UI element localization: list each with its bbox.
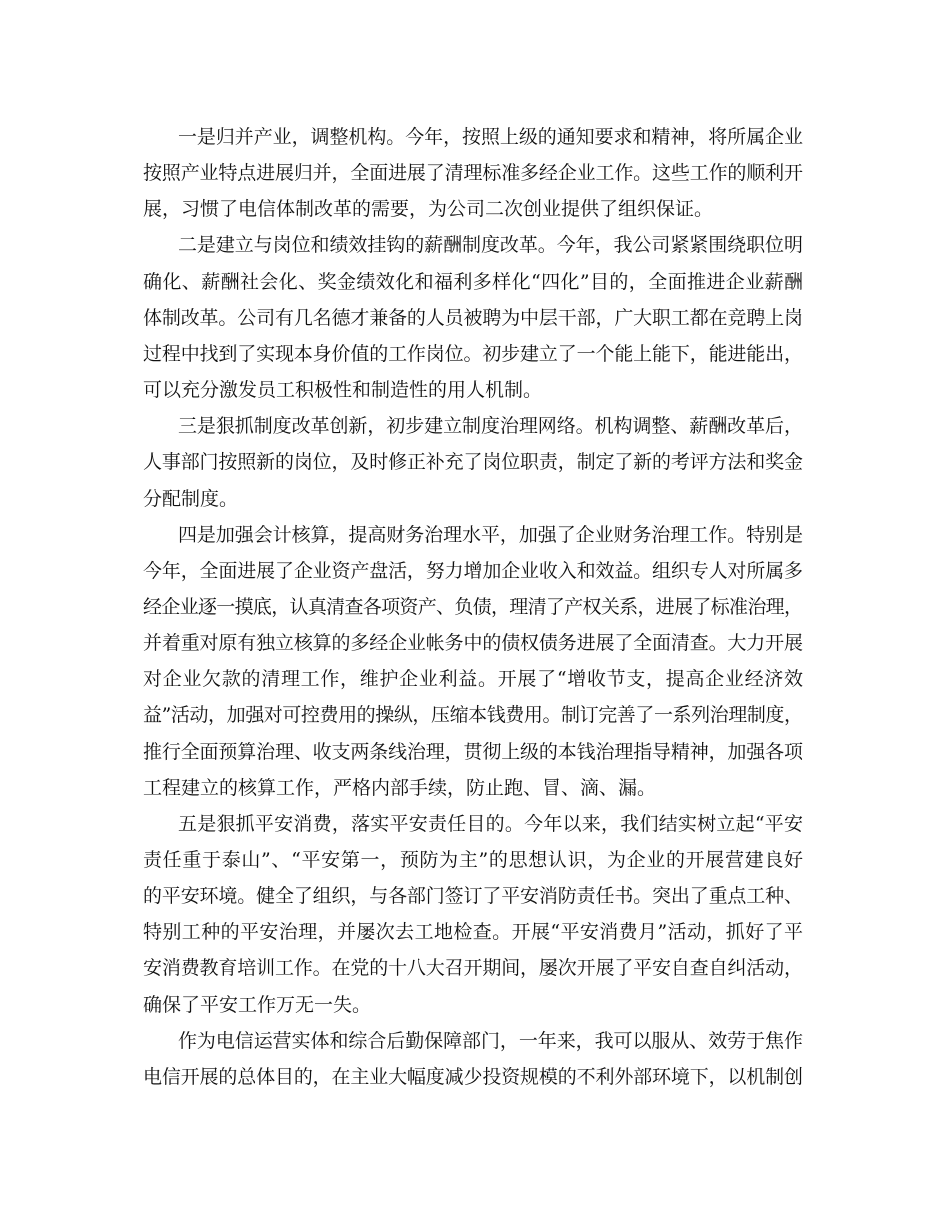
paragraph-1-line-2: 按照产业特点进展归并，全面进展了清理标准多经企业工作。这些工作的顺利开 xyxy=(143,162,803,185)
paragraph-4-line-2: 今年，全面进展了企业资产盘活，努力增加企业收入和效益。组织专人对所属多 xyxy=(143,559,803,582)
paragraph-1-line-3: 展，习惯了电信体制改革的需要，为公司二次创业提供了组织保证。 xyxy=(143,198,714,221)
paragraph-4-line-4: 并着重对原有独立核算的多经企业帐务中的债权债务进展了全面清查。大力开展 xyxy=(143,632,803,655)
paragraph-5-line-4: 特别工种的平安治理，并屡次去工地检查。开展“平安消费月”活动，抓好了平 xyxy=(143,921,804,944)
paragraph-4-line-1: 四是加强会计核算，提高财务治理水平，加强了企业财务治理工作。特别是 xyxy=(178,523,803,546)
paragraph-5-line-2: 责任重于泰山”、“平安第一，预防为主”的思想认识，为企业的开展营建良好 xyxy=(143,849,804,871)
paragraph-5-line-5: 安消费教育培训工作。在党的十八大召开期间，屡次开展了平安自查自纠活动， xyxy=(143,957,803,980)
paragraph-3-line-2: 人事部门按照新的岗位，及时修正补充了岗位职责，制定了新的考评方法和奖金 xyxy=(143,451,803,474)
paragraph-6-line-1: 作为电信运营实体和综合后勤保障部门，一年来，我可以服从、效劳于焦作 xyxy=(178,1029,803,1052)
paragraph-3-line-3: 分配制度。 xyxy=(143,487,239,510)
paragraph-1-line-1: 一是归并产业，调整机构。今年，按照上级的通知要求和精神，将所属企业 xyxy=(178,126,803,148)
paragraph-2-line-3: 体制改革。公司有几名德才兼备的人员被聘为中层干部，广大职工都在竞聘上岗 xyxy=(143,306,803,329)
paragraph-4-line-3: 经企业逐一摸底，认真清查各项资产、负债，理清了产权关系，进展了标准治理， xyxy=(143,595,803,618)
paragraph-4-line-7: 推行全面预算治理、收支两条线治理，贯彻上级的本钱治理指导精神，加强各项 xyxy=(143,740,803,763)
paragraph-2-line-4: 过程中找到了实现本身价值的工作岗位。初步建立了一个能上能下，能进能出， xyxy=(143,342,803,365)
paragraph-4-line-8: 工程建立的核算工作，严格内部手续，防止跑、冒、滴、漏。 xyxy=(143,776,657,799)
paragraph-5-line-1: 五是狠抓平安消费，落实平安责任目的。今年以来，我们结实树立起“平安 xyxy=(178,812,804,835)
paragraph-2-line-2: 确化、薪酬社会化、奖金绩效化和福利多样化“四化”目的，全面推进企业薪酬 xyxy=(143,270,804,293)
paragraph-5-line-3: 的平安环境。健全了组织，与各部门签订了平安消防责任书。突出了重点工种、 xyxy=(143,885,803,908)
paragraph-5-line-6: 确保了平安工作万无一失。 xyxy=(143,993,372,1016)
paragraph-4-line-5: 对企业欠款的清理工作，维护企业利益。开展了“增收节支，提高企业经济效 xyxy=(143,668,804,691)
paragraph-2-line-1: 二是建立与岗位和绩效挂钩的薪酬制度改革。今年，我公司紧紧围绕职位明 xyxy=(178,234,803,257)
paragraph-2-line-5: 可以充分激发员工积极性和制造性的用人机制。 xyxy=(143,379,543,402)
paragraph-3-line-1: 三是狠抓制度改革创新，初步建立制度治理网络。机构调整、薪酬改革后， xyxy=(178,415,803,438)
paragraph-6-line-2: 电信开展的总体目的，在主业大幅度减少投资规模的不利外部环境下，以机制创 xyxy=(143,1065,803,1088)
paragraph-4-line-6: 益”活动，加强对可控费用的操纵，压缩本钱费用。制订完善了一系列治理制度， xyxy=(143,704,803,727)
